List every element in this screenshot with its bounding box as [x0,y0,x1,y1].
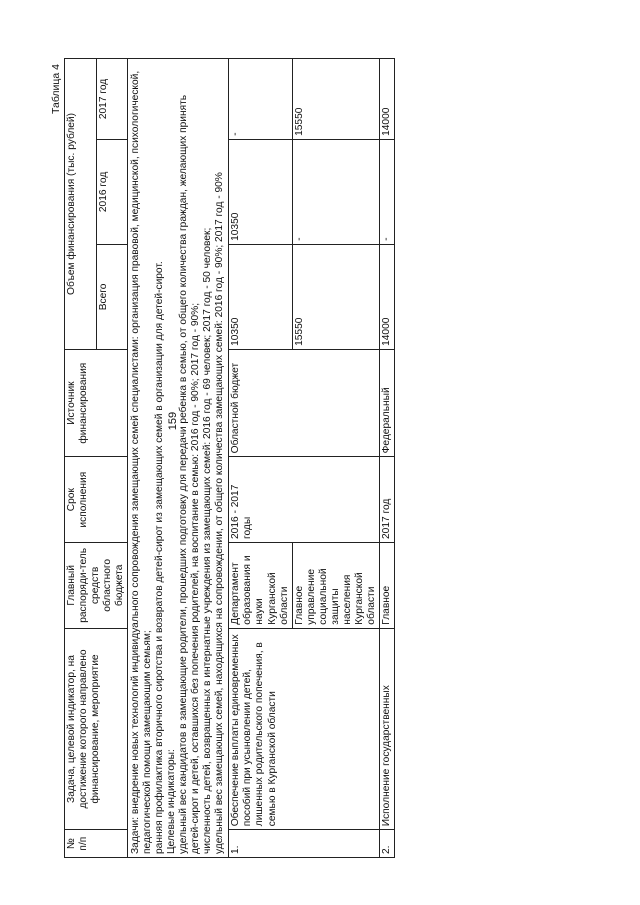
header-volume: Объем финансирования (тыс. рублей) [65,59,97,350]
row1-holder-b: Главное управление социальной защиты населения Курганской области [292,543,379,629]
tasks-text: Задачи: внедрение новых технологий индивидуального сопровождения замещающих семей специалистами: организация правовой, медицинской, психологической, педагогической помощи замещающим семьям; [130,70,154,854]
table-caption: Таблица 4 [50,64,62,114]
row1-2017-b: 15550 [292,59,379,140]
row1-source: Областной бюджет [229,349,379,456]
header-term: Срок исполнения [65,457,128,543]
indicator-1: удельный вес кандидатов в замещающие родители, прошедших подготовку для передачи ребенка в семью, от общего количества граждан, желающих принять детей-сирот и детей, оставшихся без попечения родителей, на воспитание в семью: 2016 год - 90%; 2017 год - 90%; [178,94,202,854]
row1-holder-a: Департамент образования и науки Курганской области [229,543,292,629]
prevention-text: ранняя профилактика вторичного сиротства и возвратов детей-сирот из замещающих семей в организации для детей-сирот. [154,261,166,854]
row2-task: Исполнение государственных [379,628,394,830]
indicators-title: Целевые индикаторы: [166,749,178,854]
row2-source: Федеральный [379,349,394,456]
row1-2016-a: 10350 [229,139,292,244]
header-2017: 2017 год [96,59,128,140]
row1-2017-a: - [229,59,292,140]
header-source: Источник финансирования [65,349,128,456]
row1-2016-b: - [292,139,379,244]
row2-total: 14000 [379,244,394,349]
header-holder: Главный распоряди-тель средств областного бюджета [65,543,128,629]
rotated-table-sheet [52,58,592,858]
row2-2016: - [379,139,394,244]
header-2016: 2016 год [96,139,128,244]
row1-term: 2016 - 2017 годы [229,457,379,543]
row2-holder: Главное [379,543,394,629]
row2-term: 2017 год [379,457,394,543]
header-total: Всего [96,244,128,349]
financing-table [64,58,395,858]
header-task: Задача, целевой индикатор, на достижение которого направлено финансирование, мероприятие [65,628,128,830]
row1-no: 1. [229,830,379,858]
page-number: 159 [167,411,179,431]
header-row [65,59,97,858]
row2-2017: 14000 [379,59,394,140]
indicator-3: удельный вес замещающих семей, находящихся на сопровождении, от общего количества замещающих семей: 2016 год - 90%; 2017 год - 90% [214,172,226,854]
row1-total-a: 10350 [229,244,292,349]
table-row [379,59,394,858]
row1-total-b: 15550 [292,244,379,349]
header-no: № п/п [65,830,128,858]
row2-no: 2. [379,830,394,858]
table-row [229,59,292,858]
indicator-2: численность детей, возвращенных в интернатные учреждения из замещающих семей: 2016 год - 69 человек; 2017 год - 50 человек; [202,227,214,854]
row1-task: Обеспечение выплаты единовременных пособий при усыновлении детей, лишенных родительского попечения, в семью в Курганской области [229,628,379,830]
tasks-row [128,59,229,858]
tasks-cell [128,59,229,858]
